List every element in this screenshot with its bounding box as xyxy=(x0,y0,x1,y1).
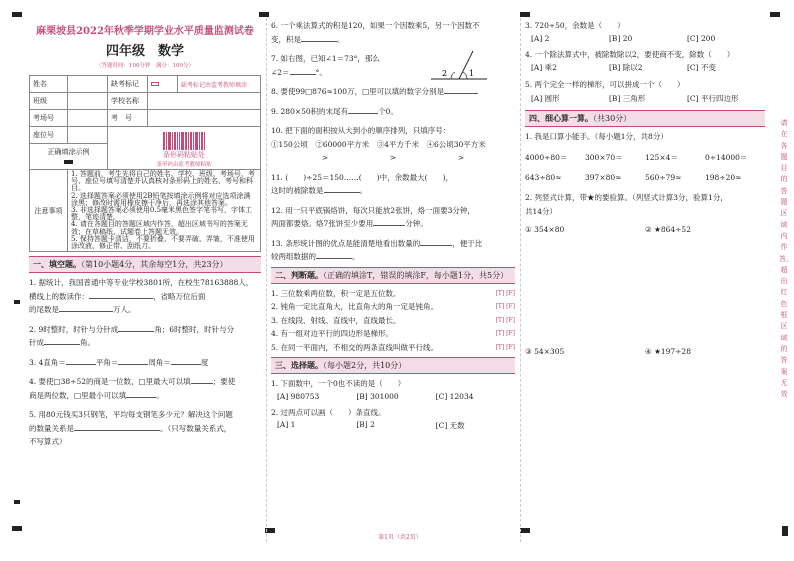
seat-label: 座位号 xyxy=(30,127,68,144)
tf-choice[interactable]: [T] [F] xyxy=(495,289,515,297)
angle-diagram xyxy=(429,49,489,83)
column-3 xyxy=(525,18,765,457)
section-choice-header: 三、选择题。（每小题2分，共10分） xyxy=(271,357,515,374)
answer-blank[interactable] xyxy=(44,344,80,345)
exam-info: （答题时间：100分钟 满分：100分） xyxy=(96,63,194,69)
question-6-line2: 变，积是 。 xyxy=(271,34,345,44)
note-item: 4. 请在各题目的答题区域内作答，超出区域书写的答案无效；在草稿纸、试题卷上答题无效。 xyxy=(71,220,248,236)
column-1 xyxy=(29,18,261,450)
choice-option[interactable]: [C] 200 xyxy=(687,33,716,43)
answer-blank[interactable] xyxy=(324,192,360,193)
tf-choice[interactable]: [T] [F] xyxy=(495,303,515,310)
question-10-options: ①150公顷 ②60000平方米 ③4平方千米 ④6公顷30平方米 xyxy=(271,139,486,149)
absent-mark-box[interactable] xyxy=(148,76,178,93)
choice-options xyxy=(531,34,765,43)
written-calc-problem[interactable]: ② ★864÷52 xyxy=(645,225,691,234)
calc-item[interactable]: 300×70＝ xyxy=(585,153,623,162)
seat-field[interactable] xyxy=(68,127,108,144)
answer-blank[interactable] xyxy=(420,245,452,246)
school-field[interactable] xyxy=(148,93,261,110)
notes-label: 注意事项 xyxy=(30,170,68,252)
question-5-line3: 不写算式） xyxy=(29,437,67,447)
fill-example xyxy=(30,144,108,170)
answer-blank[interactable] xyxy=(290,74,316,75)
choice-option[interactable]: [A] 980753 xyxy=(277,391,320,401)
choice-option[interactable]: [C] 平行四边形 xyxy=(687,93,739,103)
absent-note: 缺考标记由监考教师填涂 xyxy=(178,76,261,93)
calc-item[interactable]: 560÷79≈ xyxy=(645,173,682,182)
choice-option[interactable]: [C] 无数 xyxy=(435,421,465,430)
question-3: 3. 4直角＝ 平角＝ 周角＝ 度 xyxy=(29,357,209,367)
calc-item[interactable]: 643÷80≈ xyxy=(525,173,562,182)
question-4-line2: 商是两位数，□里最小可以填 。 xyxy=(29,390,164,400)
question-7-line2: ∠2＝ °。 xyxy=(271,67,327,77)
choice-option[interactable]: [B] 2 xyxy=(356,420,375,429)
calc-question-2-line2: 共14分） xyxy=(525,206,558,216)
side-warning-note: 请在各题目的答题区域内作答，超出红色框区域的答案无效 xyxy=(779,119,793,399)
choice-option[interactable]: [C] 不变 xyxy=(687,63,716,72)
choice-question-3: 3. 720÷50，余数是（ ） xyxy=(525,21,625,30)
exam-room-field[interactable] xyxy=(68,110,108,127)
calc-item[interactable]: 198÷20≈ xyxy=(705,173,742,182)
question-6: 6. 一个乘法算式的积是120，如果一个因数乘5，另一个因数不 xyxy=(271,21,480,30)
section-calc-header: 四、细心算一算。（共30分） xyxy=(525,110,765,127)
page-footer: 第1页（共2页） xyxy=(378,534,422,541)
judge-item: 1. 三位数乘两位数，积一定是五位数。 [T] [F] xyxy=(271,288,515,298)
question-10-answer-row: > > > xyxy=(321,153,465,162)
written-calc-row xyxy=(525,225,765,337)
section-judge-header: 二、判断题。（正确的填涂T，错误的填涂F，每小题1分，共5分） xyxy=(271,267,515,284)
answer-blank[interactable] xyxy=(66,364,96,365)
judge-item: 5. 在同一平面内，不相交的两条直线叫做平行线。 [T] [F] xyxy=(271,342,515,352)
tf-choice[interactable]: [T] [F] xyxy=(495,343,515,351)
tf-choice[interactable]: [T] [F] xyxy=(495,330,515,337)
choice-option[interactable]: [A] 圆形 xyxy=(531,93,560,103)
question-2-line2: 针成 角。 xyxy=(29,338,95,348)
question-12-line2: 两面都要烙。烙7张饼至少要用 分钟。 xyxy=(271,219,428,228)
tf-choice[interactable]: [T] [F] xyxy=(495,316,515,324)
question-2: 2. 9时整时，时针与分针成 角；6时整时，时针与分 xyxy=(29,324,235,334)
choice-option[interactable]: [A] 乘2 xyxy=(531,63,557,72)
barcode-graphic xyxy=(111,132,257,150)
registration-mark xyxy=(12,12,22,17)
column-divider xyxy=(266,18,267,542)
written-calc-problem[interactable]: ① 354×80 xyxy=(525,225,565,234)
choice-option[interactable]: [B] 除以2 xyxy=(609,63,643,72)
angle-2-label: 2 xyxy=(442,69,448,78)
question-9: 9. 280×50积的末尾有 个0。 xyxy=(271,106,398,116)
question-5: 5. 用80元钱买3只钢笔，平均每支钢笔多少元？解决这个问题 xyxy=(29,410,233,420)
registration-mark xyxy=(520,12,530,17)
choice-question-2: 2. 过两点可以画（ ）条直线。 xyxy=(271,407,386,417)
note-item: 3. 非选择题答案必须使用0.5毫米黑色签字笔书写，字体工整，笔迹清楚。 xyxy=(71,206,253,222)
column-divider xyxy=(520,18,521,542)
judge-item: 2. 钝角一定比直角大，比直角大的角一定是钝角。 [T] [F] xyxy=(271,302,515,311)
question-13-line2: 较两组数据的 。 xyxy=(271,252,360,261)
answer-blank[interactable] xyxy=(373,225,405,226)
question-5-line2: 的数量关系是 。（只写数量关系式， xyxy=(29,423,232,433)
choice-options xyxy=(531,93,765,104)
exam-room-label: 考场号 xyxy=(30,110,68,127)
exam-title: 麻栗坡县2022年秋季学期学业水平质量监测试卷 xyxy=(36,26,254,37)
judge-item: 3. 在线段、射线、直线中，直线最长。 [T] [F] xyxy=(271,315,515,325)
written-calc-problem[interactable]: ④ ★197÷28 xyxy=(645,347,691,356)
note-item: 1. 答题前，考生先将自己的姓名、学校、班级、考场号、考号、座位号填写清楚并认真核对条形码上的姓名、考号和科目。 xyxy=(71,170,255,193)
calc-item[interactable]: 0÷14000＝ xyxy=(705,153,748,162)
choice-option[interactable]: [A] 1 xyxy=(277,420,296,429)
mental-calc-row xyxy=(525,152,765,163)
question-11: 11. ( )÷25＝150……( )中，余数最大( )， xyxy=(271,172,454,182)
question-4: 4. 要使□38÷52的商是一位数，□里最大可以填 ；要使 xyxy=(29,377,236,387)
question-7 xyxy=(271,53,515,78)
answer-blank[interactable] xyxy=(118,331,154,332)
choice-options xyxy=(531,62,765,73)
calc-item[interactable]: 4000÷80＝ xyxy=(525,153,568,162)
school-label: 学校名称 xyxy=(108,93,148,110)
answer-blank[interactable] xyxy=(301,41,337,42)
note-item: 2. 选择题答案必须使用2B铅笔按填涂示例将对应选项涂满涂黑；修改时需用橡皮擦干净后，再选涂其他答案。 xyxy=(71,191,251,207)
judge-item: 4. 有一组对边平行的四边形是梯形。 [T] [F] xyxy=(271,329,515,338)
question-1-line2: 横线上的数读作： ，省略万位后面 xyxy=(29,291,206,301)
calc-item[interactable]: 125×4＝ xyxy=(645,153,678,162)
answer-blank[interactable] xyxy=(126,397,156,398)
class-field[interactable] xyxy=(68,93,108,110)
side-timing-mark xyxy=(14,500,20,504)
answer-blank[interactable] xyxy=(171,364,201,365)
choice-question-4: 4. 一个除法算式中，被除数除以2，要使商不变，除数（ ） xyxy=(525,49,735,59)
answer-blank[interactable] xyxy=(118,364,148,365)
name-label: 姓名 xyxy=(30,76,68,93)
question-7-text: 7. 如右图，已知∠1＝73°，那么 xyxy=(271,54,380,63)
choice-option[interactable]: [B] 20 xyxy=(609,33,633,43)
question-13: 13. 条形统计图的优点是能清楚地看出数量的 ，便于比 xyxy=(271,238,483,248)
note-item: 5. 保持答题卡清洁，不要折叠、不要弄破、弄皱，不准使用涂改液、修正带、刮纸刀。 xyxy=(71,234,255,251)
written-calc-problem[interactable]: ③ 54×305 xyxy=(525,347,565,356)
barcode-sub: 条形码由监考教师粘贴 xyxy=(156,161,212,168)
answer-blank[interactable] xyxy=(444,93,478,94)
registration-mark xyxy=(770,12,780,17)
question-1: 1. 据统计，我国普通中等专业学校3801所，在校生78163888人， xyxy=(29,278,254,288)
notes-list xyxy=(68,170,261,252)
choice-options xyxy=(277,420,515,431)
side-timing-mark xyxy=(14,300,20,304)
written-calc-row xyxy=(525,347,765,447)
answer-blank[interactable] xyxy=(89,298,153,299)
question-8: 8. 要使99□876≈100万，□里可以填的数字分别是 xyxy=(271,86,515,98)
registration-mark xyxy=(12,526,22,531)
class-label: 班级 xyxy=(30,93,68,110)
filled-box-example xyxy=(64,160,73,164)
choice-option[interactable]: [B] 三角形 xyxy=(609,93,646,103)
question-1-line3: 的尾数是 万人。 xyxy=(29,305,136,315)
fill-example-label: 正确填涂示例 xyxy=(47,148,90,156)
name-field[interactable] xyxy=(68,76,108,93)
answer-blank[interactable] xyxy=(316,258,352,259)
choice-question-5: 5. 两个完全一样的梯形，可以拼成一个（ ） xyxy=(525,80,685,89)
question-11-line2: 这时的被除数是 。 xyxy=(271,186,367,195)
student-info-table xyxy=(29,75,261,252)
calc-item[interactable]: 397×80≈ xyxy=(585,173,622,182)
grade-subject: 四年级 数学 xyxy=(105,44,184,59)
exam-no-label: 考 号 xyxy=(108,110,148,127)
question-12: 12. 用一只平底锅烙饼，每次只能放2张饼，烙一面要3分钟， xyxy=(271,205,475,215)
mental-calc-row xyxy=(525,173,765,182)
registration-mark xyxy=(259,12,269,17)
answer-blank[interactable] xyxy=(348,113,378,114)
registration-mark xyxy=(782,526,788,536)
angle-1-label: 1 xyxy=(469,69,475,78)
calc-question-2: 2. 列竖式计算，带★的要验算。（列竖式计算3分，验算1分， xyxy=(525,193,728,202)
choice-option[interactable]: [C] 12034 xyxy=(435,391,474,401)
column-2 xyxy=(271,18,515,437)
answer-blank[interactable] xyxy=(74,430,160,431)
answer-blank[interactable] xyxy=(59,311,113,312)
calc-question-1: 1. 我是口算小能手。（每小题1分，共8分） xyxy=(525,131,668,141)
choice-question-1: 1. 下面数中，一个0也不读的是（ ） xyxy=(271,379,406,388)
registration-mark xyxy=(520,528,530,533)
answer-blank[interactable] xyxy=(191,383,213,384)
absent-mark-label: 缺考标记 xyxy=(108,76,148,93)
barcode-area xyxy=(108,127,261,170)
choice-option[interactable]: [A] 2 xyxy=(531,33,550,43)
question-10: 10. 把下面的面积按从大到小的顺序排列，只填序号： xyxy=(271,126,451,135)
barcode-label: 条形码粘贴处 xyxy=(163,150,205,159)
section-fill-header: 一、填空题。（第10小题4分，其余每空1分，共23分） xyxy=(29,256,261,273)
exam-no-field[interactable] xyxy=(148,110,261,127)
choice-option[interactable]: [B] 301000 xyxy=(356,391,399,401)
choice-options xyxy=(277,392,515,401)
